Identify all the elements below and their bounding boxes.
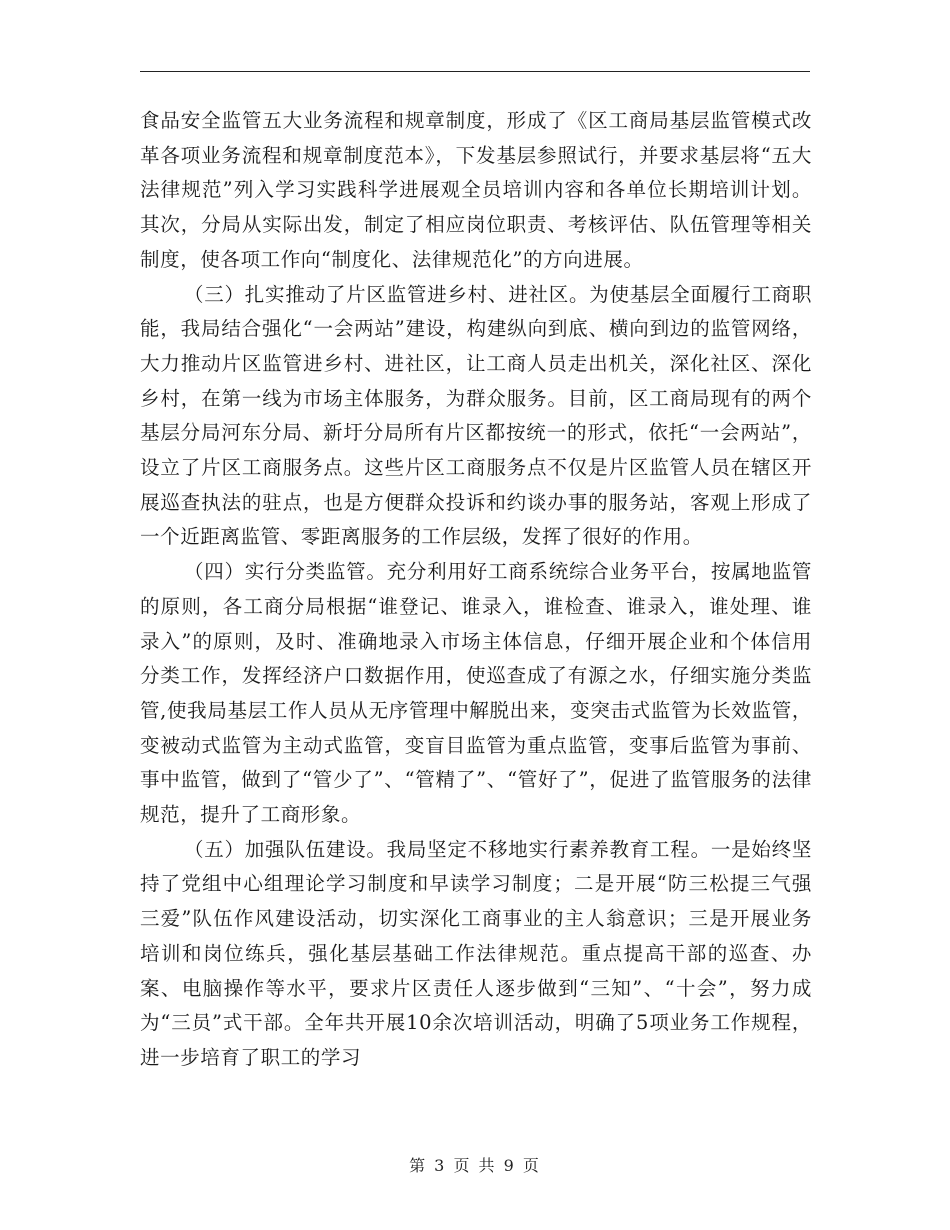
page-number-footer: 第 3 页 共 9 页 xyxy=(409,1156,541,1175)
paragraph-continuation: 食品安全监管五大业务流程和规章制度，形成了《区工商局基层监管模式改革各项业务流程和规章制度范本》，下发基层参照试行，并要求基层将“五大法律规范”列入学习实践科学进展观全员培训内容和各单位长期培训计划。其次，分局从实际出发，制定了相应岗位职责、考核评估、队伍管理等相关制度，使各项工作向“制度化、法律规范化”的方向进展。 xyxy=(140,109,812,271)
header-rule xyxy=(140,71,810,72)
paragraph-section-4: （四）实行分类监管。充分利用好工商系统综合业务平台，按属地监管的原则，各工商分局根据“谁登记、谁录入，谁检查、谁录入，谁处理、谁录入”的原则，及时、准确地录入市场主体信息，仔细开展企业和个体信用分类工作，发挥经济户口数据作用，使巡查成了有源之水，仔细实施分类监管,使我局基层工作人员从无序管理中解脱出来，变突击式监管为长效监管，变被动式监管为主动式监管，变盲目监管为重点监管，变事后监管为事前、事中监管，做到了“管少了”、“管精了”、“管好了”，促进了监管服务的法律规范，提升了工商形象。 xyxy=(140,560,812,827)
paragraph-section-5: （五）加强队伍建设。我局坚定不移地实行素养教育工程。一是始终坚持了党组中心组理论学习制度和早读学习制度；二是开展“防三松提三气强三爱”队伍作风建设活动，切实深化工商事业的主人翁意识；三是开展业务培训和岗位练兵，强化基层基础工作法律规范。重点提高干部的巡查、办案、电脑操作等水平，要求片区责任人逐步做到“三知”、“十会”，努力成为“三员”式干部。全年共开展10余次培训活动，明确了5项业务工作规程，进一步培育了职工的学习 xyxy=(140,837,812,1069)
document-body xyxy=(140,104,812,1076)
paragraph-section-3: （三）扎实推动了片区监管进乡村、进社区。为使基层全面履行工商职能，我局结合强化“一会两站”建设，构建纵向到底、横向到边的监管网络，大力推动片区监管进乡村、进社区，让工商人员走出机关，深化社区、深化乡村，在第一线为市场主体服务，为群众服务。目前，区工商局现有的两个基层分局河东分局、新圩分局所有片区都按统一的形式，依托“一会两站”，设立了片区工商服务点。这些片区工商服务点不仅是片区监管人员在辖区开展巡查执法的驻点，也是方便群众投诉和约谈办事的服务站，客观上形成了一个近距离监管、零距离服务的工作层级，发挥了很好的作用。 xyxy=(140,282,812,549)
